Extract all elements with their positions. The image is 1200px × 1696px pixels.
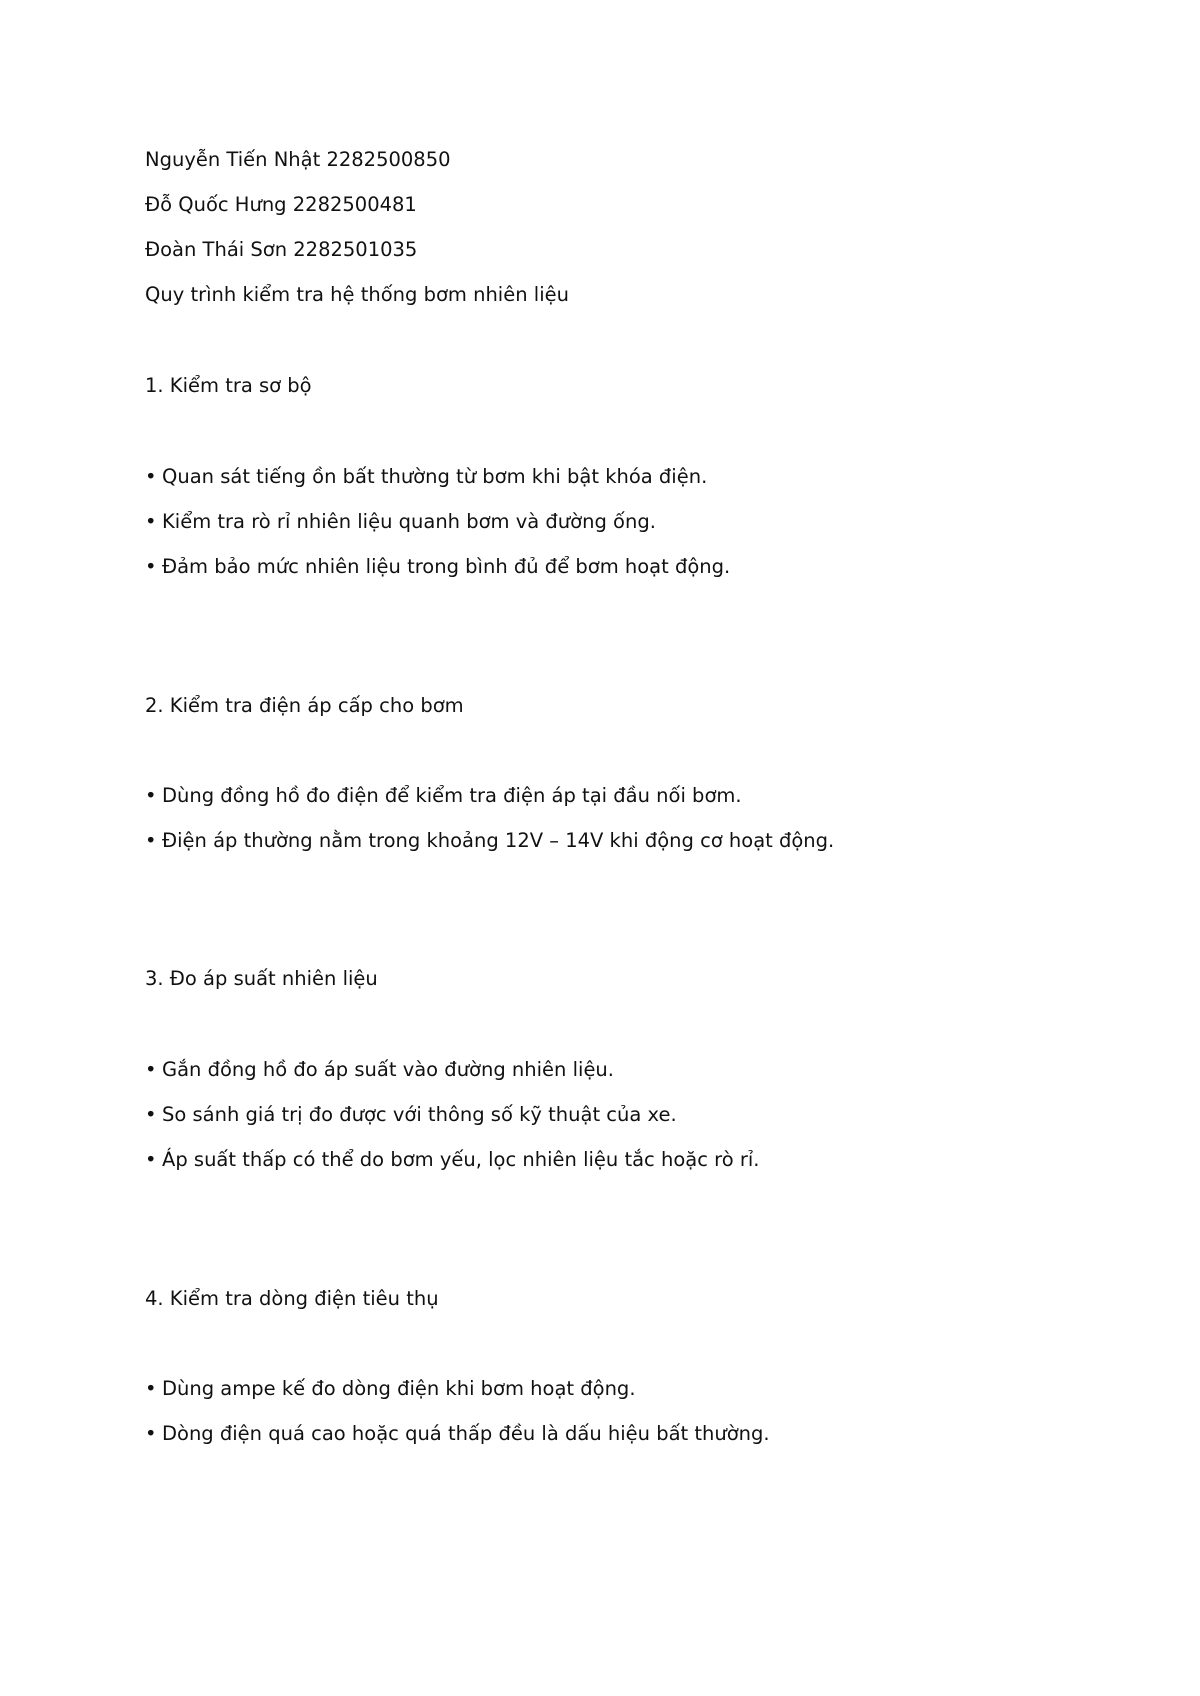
list-item — [145, 1058, 614, 1082]
bullet-icon: • — [145, 1058, 157, 1081]
list-item-text: Dùng ampe kế đo dòng điện khi bơm hoạt động. — [162, 1377, 636, 1400]
list-item-text: Dòng điện quá cao hoặc quá thấp đều là dấu hiệu bất thường. — [162, 1422, 770, 1445]
bullet-icon: • — [145, 555, 157, 578]
bullet-icon: • — [145, 1103, 157, 1126]
author-line: Đỗ Quốc Hưng 2282500481 — [145, 193, 417, 216]
section-heading: 2. Kiểm tra điện áp cấp cho bơm — [145, 694, 464, 717]
list-item-text: So sánh giá trị đo được với thông số kỹ thuật của xe. — [162, 1103, 677, 1126]
list-item — [145, 1103, 677, 1127]
list-item — [145, 1422, 770, 1446]
bullet-icon: • — [145, 1377, 157, 1400]
list-item-text: Đảm bảo mức nhiên liệu trong bình đủ để bơm hoạt động. — [162, 555, 731, 578]
bullet-icon: • — [145, 784, 157, 807]
author-line: Nguyễn Tiến Nhật 2282500850 — [145, 148, 451, 171]
list-item — [145, 829, 834, 853]
list-item-text: Áp suất thấp có thể do bơm yếu, lọc nhiên liệu tắc hoặc rò rỉ. — [162, 1148, 760, 1171]
section-heading: 1. Kiểm tra sơ bộ — [145, 374, 312, 397]
list-item — [145, 555, 730, 579]
list-item-text: Kiểm tra rò rỉ nhiên liệu quanh bơm và đường ống. — [162, 510, 656, 533]
list-item — [145, 465, 707, 489]
list-item-text: Dùng đồng hồ đo điện để kiểm tra điện áp tại đầu nối bơm. — [162, 784, 742, 807]
bullet-icon: • — [145, 510, 157, 533]
list-item-text: Điện áp thường nằm trong khoảng 12V – 14V khi động cơ hoạt động. — [162, 829, 835, 852]
list-item — [145, 1148, 759, 1172]
author-line: Đoàn Thái Sơn 2282501035 — [145, 238, 418, 261]
bullet-icon: • — [145, 465, 157, 488]
bullet-icon: • — [145, 1422, 157, 1445]
list-item-text: Gắn đồng hồ đo áp suất vào đường nhiên liệu. — [162, 1058, 614, 1081]
list-item-text: Quan sát tiếng ồn bất thường từ bơm khi bật khóa điện. — [162, 465, 708, 488]
list-item — [145, 1377, 636, 1401]
list-item — [145, 784, 742, 808]
section-heading: 4. Kiểm tra dòng điện tiêu thụ — [145, 1287, 439, 1310]
list-item — [145, 510, 656, 534]
document-title: Quy trình kiểm tra hệ thống bơm nhiên liệu — [145, 283, 569, 306]
bullet-icon: • — [145, 829, 157, 852]
bullet-icon: • — [145, 1148, 157, 1171]
section-heading: 3. Đo áp suất nhiên liệu — [145, 967, 378, 990]
